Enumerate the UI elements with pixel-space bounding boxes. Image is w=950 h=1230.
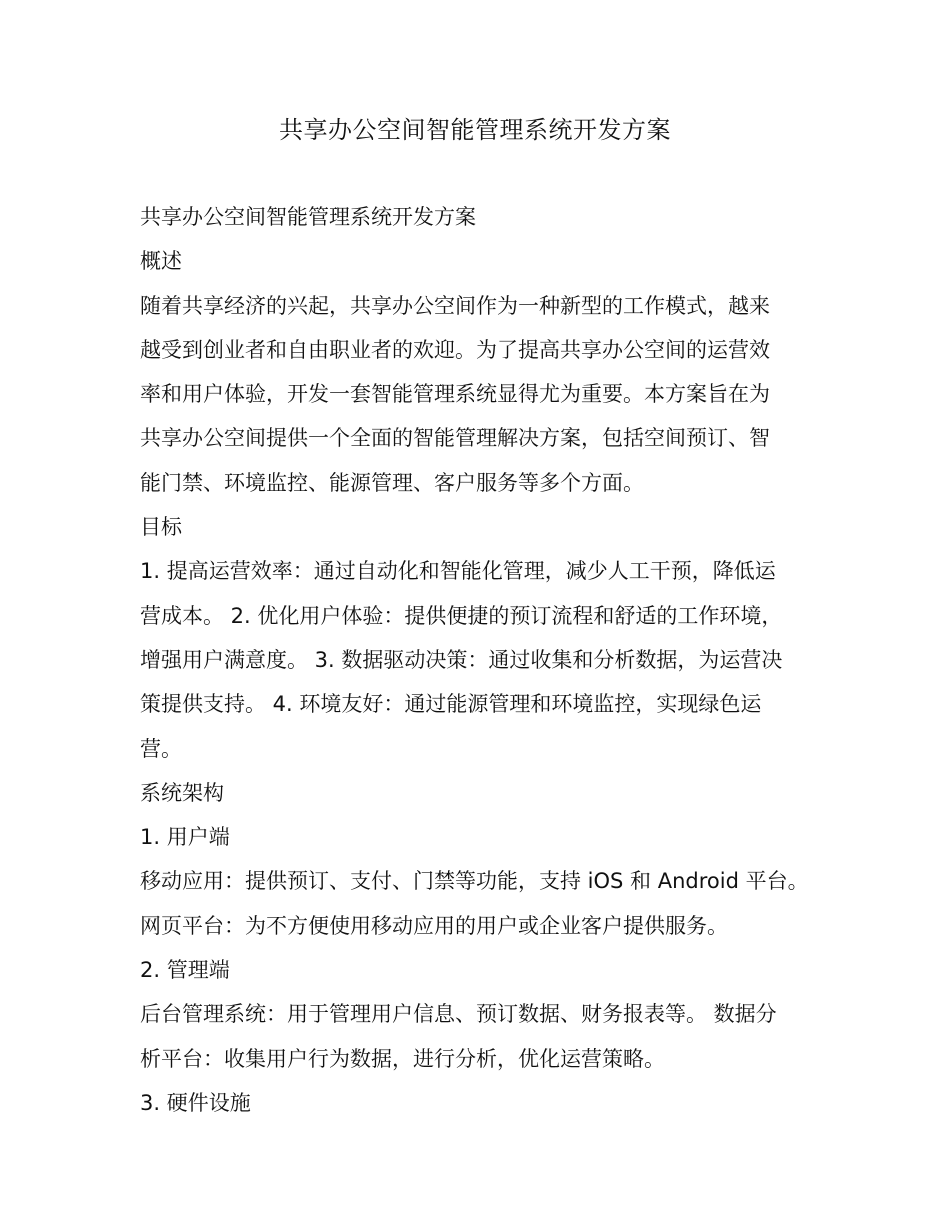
paragraph-line: 策提供支持。 4. 环境友好：通过能源管理和环境监控，实现绿色运	[140, 692, 762, 717]
paragraph-line: 增强用户满意度。 3. 数据驱动决策：通过收集和分析数据，为运营决	[140, 647, 783, 672]
paragraph-line: 越受到创业者和自由职业者的欢迎。为了提高共享办公空间的运营效	[140, 337, 770, 362]
document-title: 共享办公空间智能管理系统开发方案	[279, 116, 671, 144]
subtitle-line: 共享办公空间智能管理系统开发方案	[140, 205, 476, 229]
section-heading-overview: 概述	[140, 249, 182, 274]
paragraph-line: 营。	[140, 736, 182, 761]
subsection-heading: 2. 管理端	[140, 958, 230, 983]
subsection-heading: 1. 用户端	[140, 825, 230, 850]
paragraph-line: 率和用户体验，开发一套智能管理系统显得尤为重要。本方案旨在为	[140, 382, 770, 407]
paragraph-line: 营成本。 2. 优化用户体验：提供便捷的预订流程和舒适的工作环境，	[140, 603, 783, 628]
paragraph-line: 析平台：收集用户行为数据，进行分析，优化运营策略。	[140, 1046, 665, 1071]
paragraph-line: 能门禁、环境监控、能源管理、客户服务等多个方面。	[140, 470, 644, 495]
paragraph-line: 移动应用：提供预订、支付、门禁等功能，支持 iOS 和 Android 平台。	[140, 869, 809, 894]
section-heading-goals: 目标	[140, 515, 182, 540]
paragraph-line: 随着共享经济的兴起，共享办公空间作为一种新型的工作模式，越来	[140, 293, 770, 318]
section-heading-architecture: 系统架构	[140, 780, 224, 805]
paragraph-line: 网页平台：为不方便使用移动应用的用户或企业客户提供服务。	[140, 913, 728, 938]
paragraph-line: 1. 提高运营效率：通过自动化和智能化管理，减少人工干预，降低运	[140, 559, 776, 584]
document-body	[140, 195, 815, 1125]
subsection-heading: 3. 硬件设施	[140, 1090, 251, 1115]
paragraph-line: 共享办公空间提供一个全面的智能管理解决方案，包括空间预订、智	[140, 426, 770, 451]
paragraph-line: 后台管理系统：用于管理用户信息、预订数据、财务报表等。 数据分	[140, 1002, 777, 1027]
